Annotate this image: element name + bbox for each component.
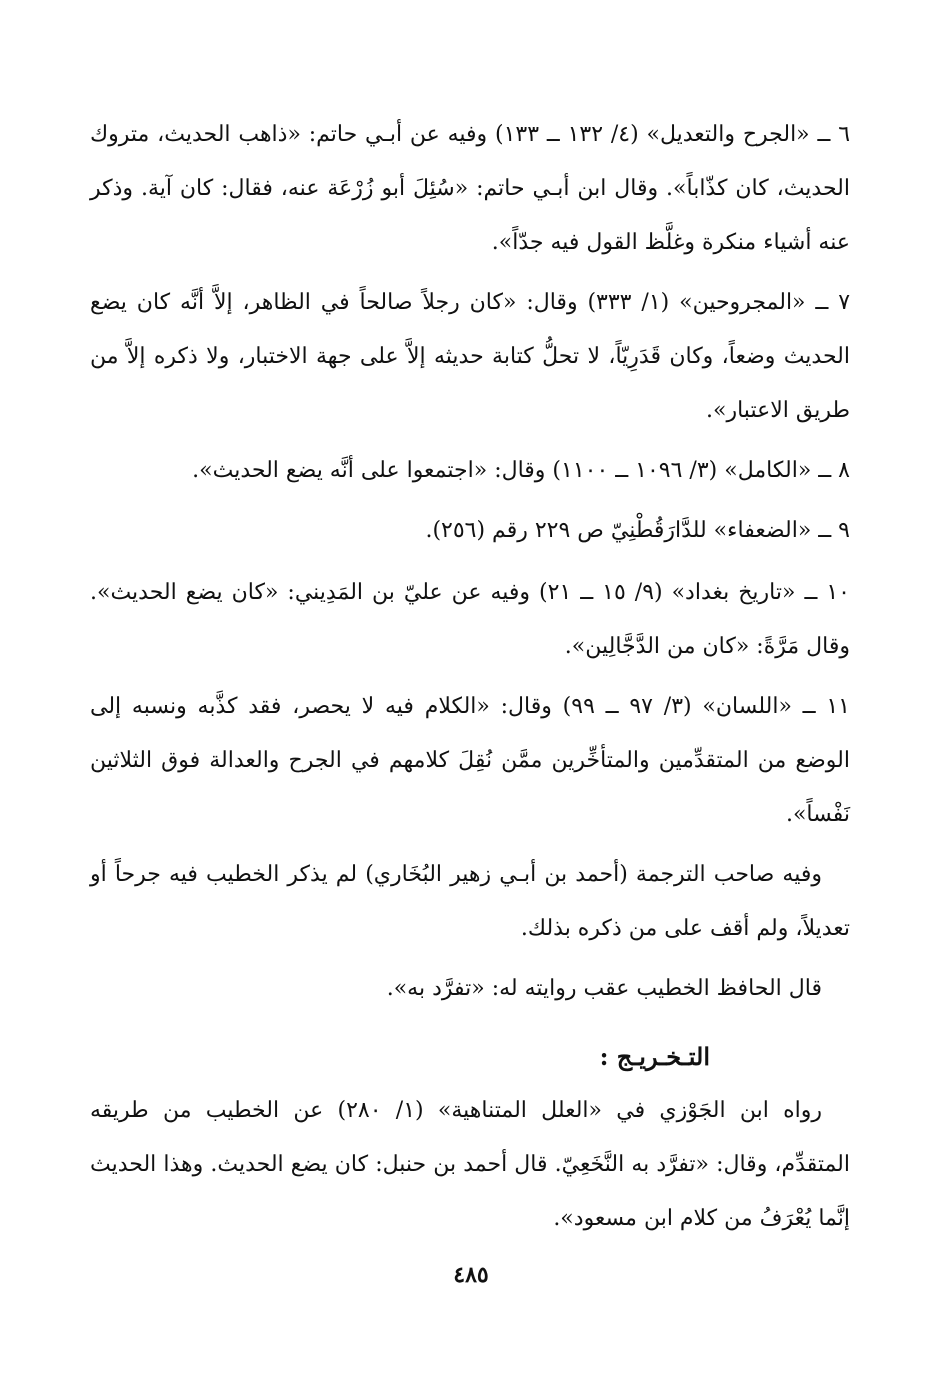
footnote-9: ٩ ــ «الضعفاء» للدَّارَقُطْنِيّ ص ٢٢٩ رقم (٢٥٦). <box>425 518 850 543</box>
page-body <box>90 108 850 1252</box>
translation-note: وفيه صاحب الترجمة (أحمد بن أبـي زهير البُخَاري) لم يذكر الخطيب فيه جرحاً أو تعديلاً، ولم أقف على من ذكره بذلك. <box>90 862 850 941</box>
takhrij-paragraph: رواه ابن الجَوْزي في «العلل المتناهية» (١/ ٢٨٠) عن الخطيب من طريقه المتقدِّم، وقال: «تفرَّد به النَّخَعِيّ. قال أحمد بن حنبل: كان يضع الحديث. وهذا الحديث إنَّما يُعْرَفُ من كلام ابن مسعود». <box>90 1098 850 1231</box>
khatib-remark: قال الحافظ الخطيب عقب روايته له: «تفرَّد به». <box>386 976 822 1001</box>
footnote-7: ٧ ــ «المجروحين» (١/ ٣٣٣) وقال: «كان رجلاً صالحاً في الظاهر، إلاَّ أنَّه كان يضع الحديث وضعاً، وكان قَدَرِيّاً، لا تحلُّ كتابة حديثه إلاَّ على جهة الاختبار، ولا ذكره إلاَّ من طريق الاعتبار». <box>90 290 851 423</box>
footnote-11: ١١ ــ «اللسان» (٣/ ٩٧ ــ ٩٩) وقال: «الكلام فيه لا يحصر، فقد كذَّبه ونسبه إلى الوضع من المتقدِّمين والمتأخِّرين ممَّن نُقِلَ كلامهم في الجرح والعدالة فوق الثلاثين نَفْساً». <box>90 694 850 827</box>
section-heading-takhrij: التـخـريـج : <box>599 1042 710 1071</box>
footnote-8: ٨ ــ «الكامل» (٣/ ١٠٩٦ ــ ١١٠٠) وقال: «اجتمعوا على أنَّه يضع الحديث». <box>192 458 850 483</box>
footnote-6: ٦ ــ «الجرح والتعديل» (٤/ ١٣٢ ــ ١٣٣) وفيه عن أبـي حاتم: «ذاهب الحديث، متروك الحديث، كان كذّاباً». وقال ابن أبـي حاتم: «سُئِلَ أبو زُرْعَة عنه، فقال: كان آية. وذكر عنه أشياء منكرة وغلَّظ القول فيه جدّاً». <box>90 122 851 255</box>
footnote-10: ١٠ ــ «تاريخ بغداد» (٩/ ١٥ ــ ٢١) وفيه عن عليّ بن المَدِيني: «كان يضع الحديث». وقال مَرَّةً: «كان من الدَّجَّالِين». <box>90 580 850 659</box>
page-number: ٤٨٥ <box>453 1262 489 1288</box>
